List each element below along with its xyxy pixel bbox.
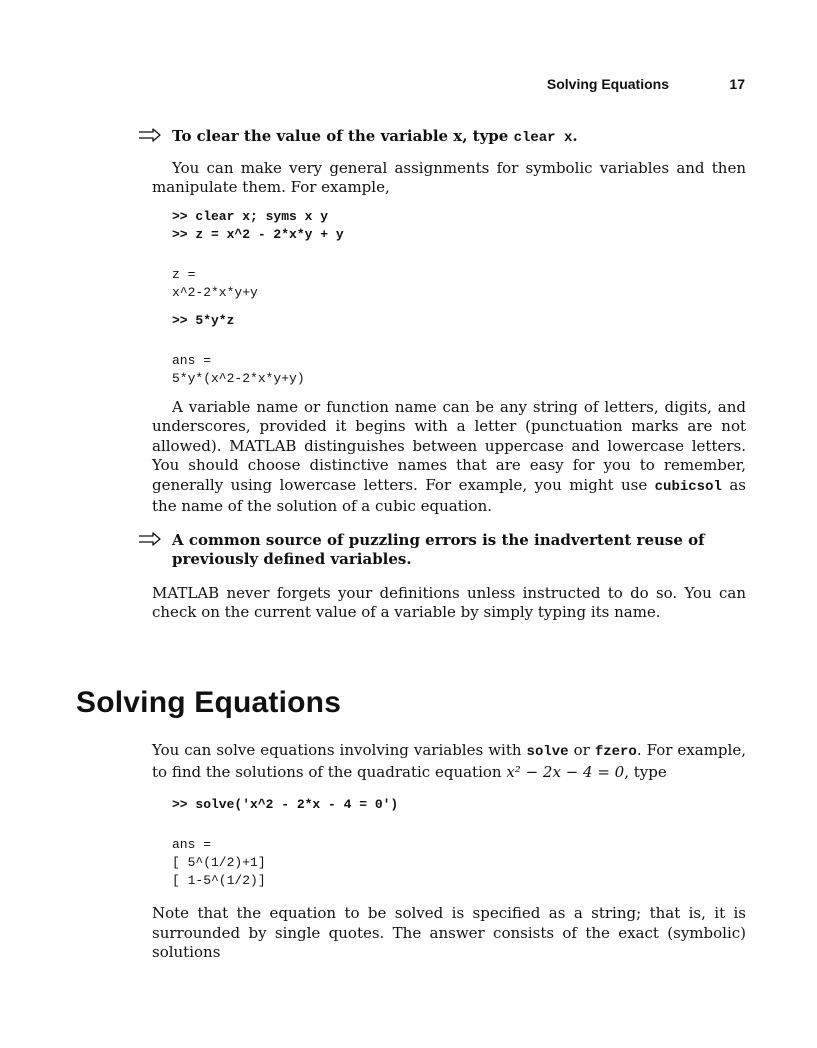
code-output: ans = <box>172 837 212 852</box>
paragraph-text: . For example, to find the solutions of the quadratic equation <box>152 741 746 781</box>
tip-text: To clear the value of the variable x, type <box>172 127 514 145</box>
code-output: 5*y*(x^2-2*x*y+y) <box>172 370 305 386</box>
inline-code: fzero <box>594 744 637 760</box>
code-output: [ 1-5^(1/2)] <box>172 873 266 888</box>
page-number: 17 <box>729 76 745 92</box>
inline-equation: x² − 2x − 4 = 0 <box>506 762 625 781</box>
code-line: >> clear x; syms x y <box>172 208 329 224</box>
paragraph-text: or <box>568 741 595 759</box>
code-output: ans = <box>172 352 212 368</box>
tip-text: A common source of puzzling errors is the inadvertent reuse of previously defined variables. <box>172 530 705 568</box>
paragraph-variable-names <box>152 398 746 517</box>
paragraph-text: A variable name or function name can be any string of letters, digits, and underscores, provided it begins with a letter (punctuation marks are not allowed). MATLAB distinguishes between uppercase and lowercase letters. You should choose distinctive names that are easy for you to remember, generally using lowercase letters. For example, you might use <box>152 397 746 494</box>
inline-code: solve <box>526 744 569 760</box>
paragraph-text: , type <box>624 762 667 781</box>
main-content <box>152 127 746 623</box>
running-header-title: Solving Equations <box>546 76 669 92</box>
paragraph-text: You can solve equations involving variables with <box>152 741 527 759</box>
code-line: >> solve('x^2 - 2*x - 4 = 0') <box>172 797 399 812</box>
inline-code: cubicsol <box>654 478 722 495</box>
code-output: [ 5^(1/2)+1] <box>172 855 266 870</box>
tip-clear-variable <box>152 127 746 149</box>
tip-text-end: . <box>572 127 578 145</box>
section-content <box>152 741 746 963</box>
right-arrow-icon <box>138 532 162 546</box>
code-line: >> z = x^2 - 2*x*y + y <box>172 226 344 242</box>
paragraph-solve-intro <box>152 741 746 782</box>
paragraph-text: as the name of the solution of a cubic equation. <box>152 475 746 515</box>
running-header <box>0 76 817 96</box>
code-output: z = <box>172 266 196 282</box>
tip-code: clear x <box>513 130 573 146</box>
right-arrow-icon <box>138 128 162 142</box>
code-line: >> 5*y*z <box>172 312 235 328</box>
paragraph-string-note: Note that the equation to be solved is specified as a string; that is, it is surrounded by single quotes. The answer consists of the exact (symbolic) solutions <box>152 904 746 961</box>
paragraph-matlab-definitions: MATLAB never forgets your definitions unless instructed to do so. You can check on the current value of a variable by simply typing its name. <box>152 583 746 621</box>
section-heading: Solving Equations <box>76 686 342 719</box>
code-output: x^2-2*x*y+y <box>172 284 258 300</box>
tip-reuse-variables <box>152 531 746 570</box>
paragraph-symbolic-assignments: You can make very general assignments for symbolic variables and then manipulate them. For example, <box>152 158 746 196</box>
